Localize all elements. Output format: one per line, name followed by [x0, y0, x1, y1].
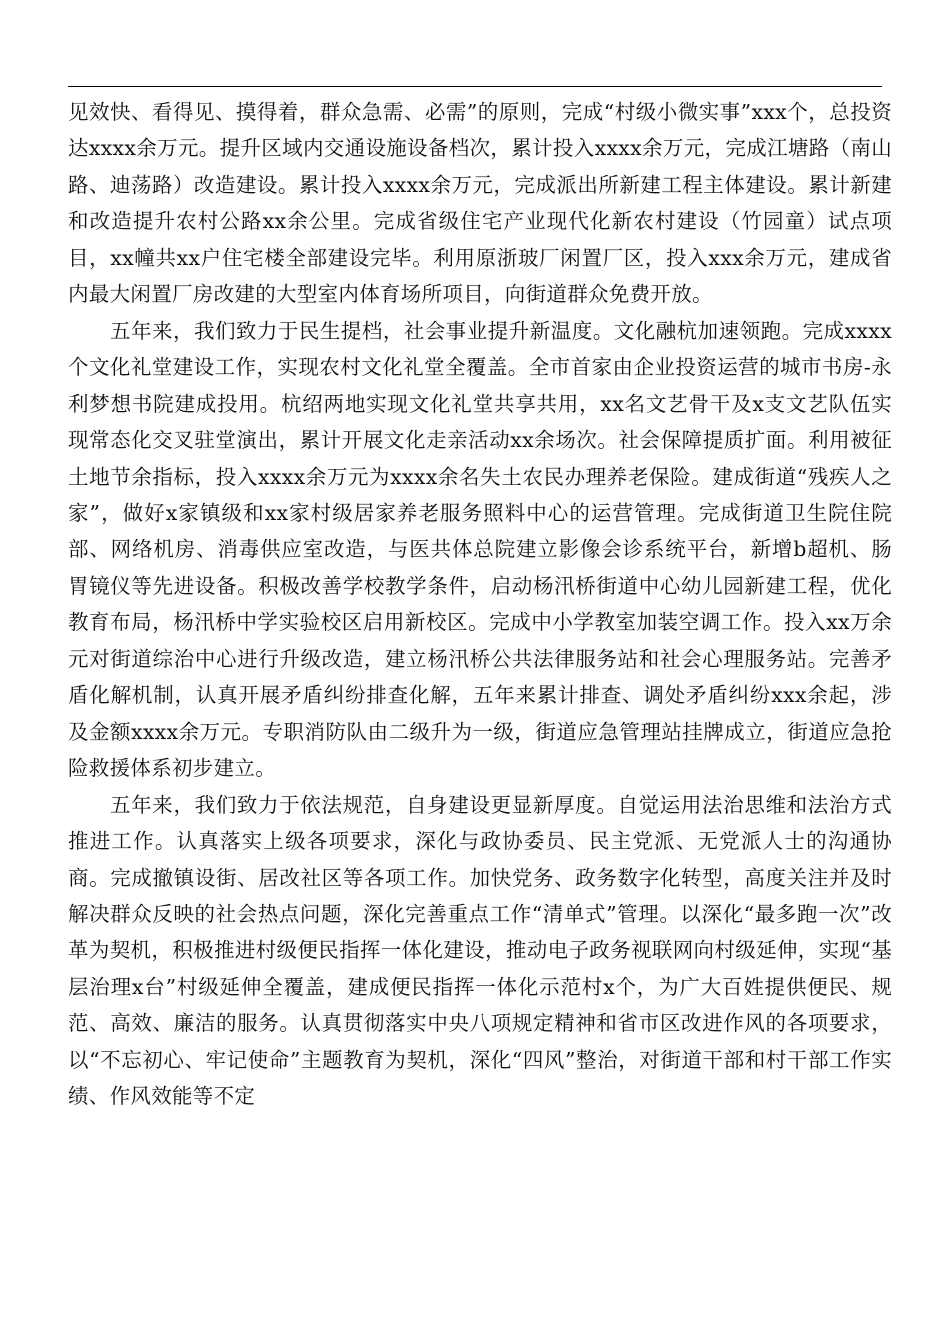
- header-rule: [68, 86, 882, 87]
- document-body: [68, 94, 892, 1115]
- paragraph-livelihood: 五年来，我们致力于民生提档，社会事业提升新温度。文化融杭加速领跑。完成xxxx个文化礼堂建设工作，实现农村文化礼堂全覆盖。全市首家由企业投资运营的城市书房-永利梦想书院建成投用。杭绍两地实现文化礼堂共享共用，xx名文艺骨干及x支文艺队伍实现常态化交叉驻堂演出，累计开展文化走亲活动xx余场次。社会保障提质扩面。利用被征土地节余指标，投入xxxx余万元为xxxx余名失土农民办理养老保险。建成街道“残疾人之家”，做好x家镇级和xx家村级居家养老服务照料中心的运营管理。完成街道卫生院住院部、网络机房、消毒供应室改造，与医共体总院建立影像会诊系统平台，新增b超机、肠胃镜仪等先进设备。积极改善学校教学条件，启动杨汛桥街道中心幼儿园新建工程，优化教育布局，杨汛桥中学实验校区启用新校区。完成中小学教室加装空调工作。投入xx万余元对街道综治中心进行升级改造，建立杨汛桥公共法律服务站和社会心理服务站。完善矛盾化解机制，认真开展矛盾纠纷排查化解，五年来累计排查、调处矛盾纠纷xxx余起，涉及金额xxxx余万元。专职消防队由二级升为一级，街道应急管理站挂牌成立，街道应急抢险救援体系初步建立。: [68, 318, 892, 781]
- paragraph-continuation: 见效快、看得见、摸得着，群众急需、必需”的原则，完成“村级小微实事”xxx个，总投资达xxxx余万元。提升区域内交通设施设备档次，累计投入xxxx余万元，完成江塘路（南山路、迪荡路）改造建设。累计投入xxxx余万元，完成派出所新建工程主体建设。累计新建和改造提升农村公路xx余公里。完成省级住宅产业现代化新农村建设（竹园童）试点项目，xx幢共xx户住宅楼全部建设完毕。利用原浙玻厂闲置厂区，投入xxx余万元，建成省内最大闲置厂房改建的大型室内体育场所项目，向街道群众免费开放。: [68, 100, 892, 307]
- paragraph-rule-of-law: 五年来，我们致力于依法规范，自身建设更显新厚度。自觉运用法治思维和法治方式推进工作。认真落实上级各项要求，深化与政协委员、民主党派、无党派人士的沟通协商。完成撤镇设街、居改社区等各项工作。加快党务、政务数字化转型，高度关注并及时解决群众反映的社会热点问题，深化完善重点工作“清单式”管理。以深化“最多跑一次”改革为契机，积极推进村级便民指挥一体化建设，推动电子政务视联网向村级延伸，实现“基层治理x台”村级延伸全覆盖，建成便民指挥一体化示范村x个，为广大百姓提供便民、规范、高效、廉洁的服务。认真贯彻落实中央八项规定精神和省市区改进作风的各项要求，以“不忘初心、牢记使命”主题教育为契机，深化“四风”整治，对街道干部和村干部工作实绩、作风效能等不定: [68, 792, 892, 1109]
